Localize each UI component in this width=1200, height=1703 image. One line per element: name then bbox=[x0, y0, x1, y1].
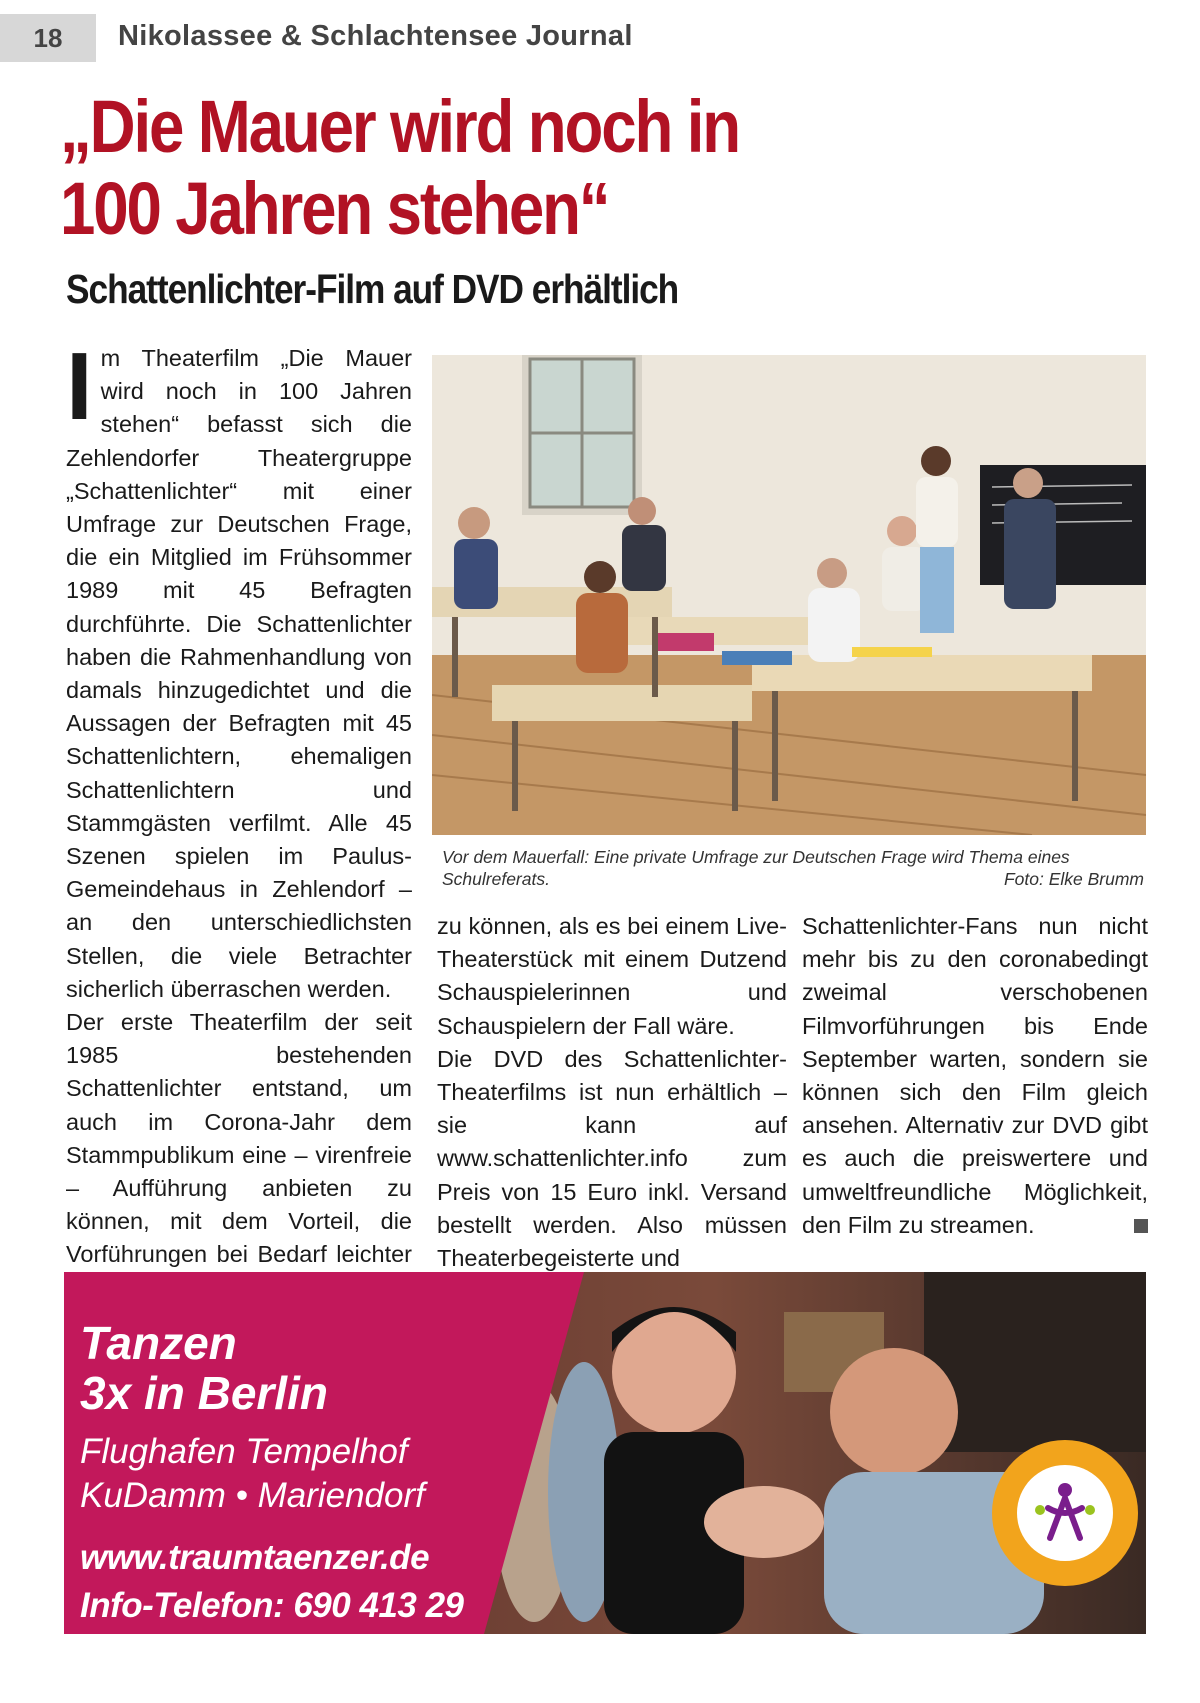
drop-cap: I bbox=[66, 333, 93, 440]
article-column-3 bbox=[802, 910, 1148, 1242]
article-headline bbox=[60, 86, 834, 250]
ad-website-link[interactable]: www.traumtaenzer.de bbox=[80, 1538, 430, 1577]
page-number: 18 bbox=[0, 14, 96, 62]
dance-school-advertisement bbox=[64, 1272, 1146, 1634]
end-of-article-icon bbox=[1134, 1219, 1148, 1233]
ad-phone-number: Info-Telefon: 690 413 29 bbox=[80, 1586, 464, 1625]
paragraph-4: Die DVD des Schattenlichter-Theaterfilms ist nun erhältlich – sie kann auf www.schattenlichter.info zum Preis von 15 Euro inkl. Versand bestellt werden. Also müssen Theaterbegeisterte und bbox=[437, 1045, 787, 1272]
article-subheadline: Schattenlichter-Film auf DVD erhältlich bbox=[66, 266, 679, 312]
headline-line-1: „Die Mauer wird noch in bbox=[60, 85, 739, 168]
ad-headline bbox=[80, 1318, 328, 1418]
paragraph-5: Schattenlichter-Fans nun nicht mehr bis zu den coronabedingt zweimal verschobenen Filmvorführungen bis Ende September warten, sondern sie können sich den Film gleich ansehen. Alternativ zur DVD gibt es auch die preiswertere und umweltfreundliche Möglichkeit, den Film zu streamen. bbox=[802, 913, 1148, 1238]
article-photo bbox=[432, 355, 1146, 835]
paragraph-1: m Theaterfilm „Die Mauer wird noch in 100 Jahren stehen“ befasst sich die Zehlendorfer Theatergruppe „Schattenlichter“ mit einer Umfrage zur Deutschen Frage, die ein Mitglied im Frühsommer 1989 mit 45 Befragten durchführte. Die Schattenlichter haben die Rahmenhandlung von damals hinzugedichtet und die Aussagen der Befragten mit 45 Schattenlichtern, ehemaligen Schattenlichtern und Stammgästen verfilmt. Alle 45 Szenen spielen im Paulus-Gemeindehaus in Zehlendorf – an den unterschiedlichsten Stellen, die viele Betrachter sicherlich überraschen werden. bbox=[66, 345, 412, 1002]
journal-title: Nikolassee & Schlachtensee Journal bbox=[118, 20, 633, 52]
classroom-photo-illustration bbox=[432, 355, 1146, 835]
ad-locations bbox=[80, 1430, 425, 1518]
ad-location-line-1: Flughafen Tempelhof bbox=[80, 1432, 408, 1471]
caption-text: Vor dem Mauerfall: Eine private Umfrage zur Deutschen Frage wird Thema eines Schulreferats. bbox=[442, 847, 1070, 889]
paragraph-2: Der erste Theaterfilm der seit 1985 bestehenden Schattenlichter entstand, um auch im Corona-Jahr dem Stammpublikum eine – virenfreie – Aufführung anbieten zu können, mit dem Vorteil, die Vorführungen bei Bedarf leichter bbox=[66, 1009, 412, 1268]
ad-title-line-2: 3x in Berlin bbox=[80, 1367, 328, 1419]
traumtaenzer-logo bbox=[990, 1438, 1140, 1588]
photo-caption bbox=[442, 846, 1144, 890]
article-column-1 bbox=[66, 333, 412, 1305]
photo-credit: Foto: Elke Brumm bbox=[1003, 869, 1144, 889]
article-column-2 bbox=[437, 910, 787, 1275]
paragraph-3: zu können, als es bei einem Live-Theaterstück mit einem Dutzend Schauspielerinnen und Schauspielern der Fall wäre. bbox=[437, 913, 787, 1039]
ad-location-line-2: KuDamm • Mariendorf bbox=[80, 1476, 425, 1515]
headline-line-2: 100 Jahren stehen“ bbox=[60, 167, 609, 250]
page-header bbox=[0, 0, 1200, 74]
ad-title-line-1: Tanzen bbox=[80, 1317, 237, 1369]
